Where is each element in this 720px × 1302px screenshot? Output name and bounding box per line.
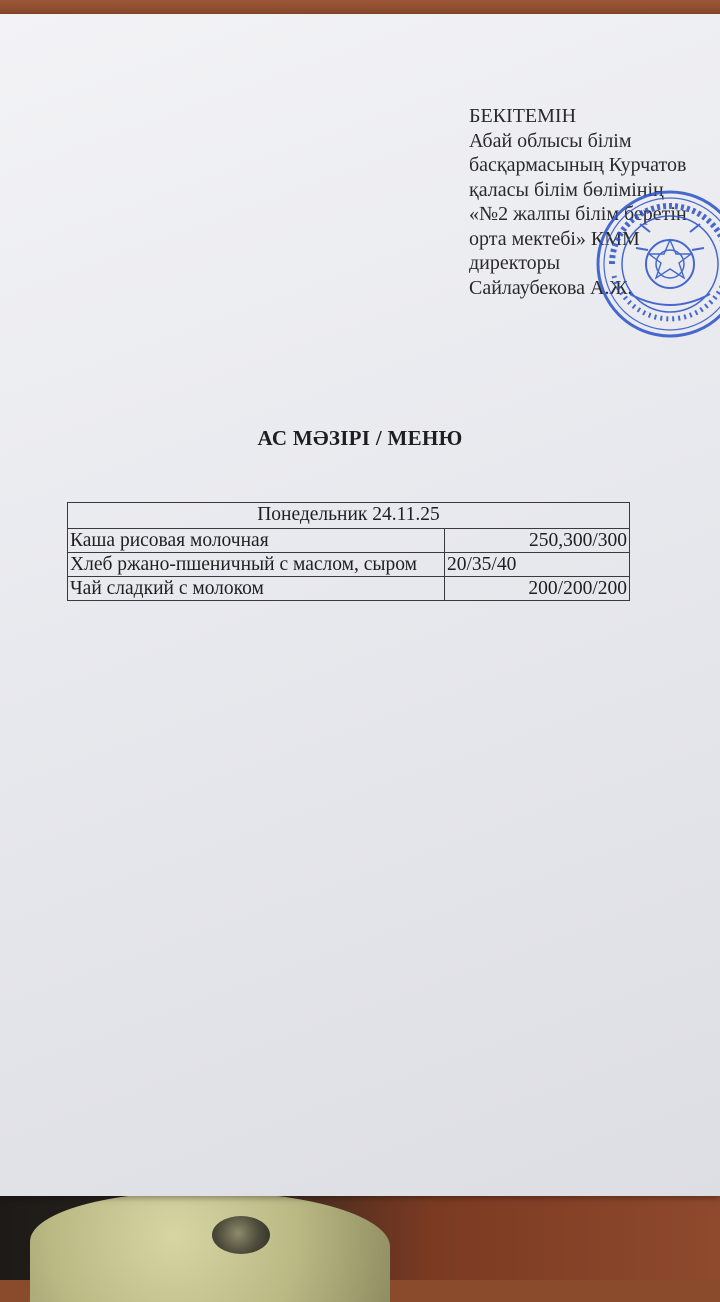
approval-line: директоры <box>469 252 561 274</box>
dish-portion: 250,300/300 <box>445 529 630 553</box>
approval-line: Абай облысы білім <box>469 129 632 152</box>
table-row <box>68 529 630 553</box>
table-row <box>68 577 630 601</box>
menu-day-header: Понедельник 24.11.25 <box>68 503 630 529</box>
approval-line: БЕКІТЕМІН <box>469 105 577 127</box>
document-page <box>0 14 720 1196</box>
table-row <box>68 553 630 577</box>
approval-line: басқармасының Курчатов <box>469 154 687 176</box>
dish-name: Каша рисовая молочная <box>68 529 445 553</box>
dish-name: Хлеб ржано-пшеничный с маслом, сыром <box>68 553 445 577</box>
dish-portion: 20/35/40 <box>445 553 630 577</box>
menu-table <box>67 502 630 601</box>
approval-line: Сайлаубекова А.Ж. <box>469 276 633 299</box>
menu-title: АС МӘЗІРІ / МЕНЮ <box>257 426 463 450</box>
approval-line: «№2 жалпы білім беретін <box>469 203 687 225</box>
approval-line: орта мектебі» КММ <box>469 227 640 250</box>
official-seal-stamp <box>590 184 720 344</box>
approval-line: қаласы білім бөлімінің <box>469 178 664 201</box>
dish-name: Чай сладкий с молоком <box>68 577 445 601</box>
table-row <box>68 503 630 529</box>
dish-portion: 200/200/200 <box>445 577 630 601</box>
knitted-sweater <box>30 1192 390 1302</box>
sweater-button <box>212 1216 270 1254</box>
